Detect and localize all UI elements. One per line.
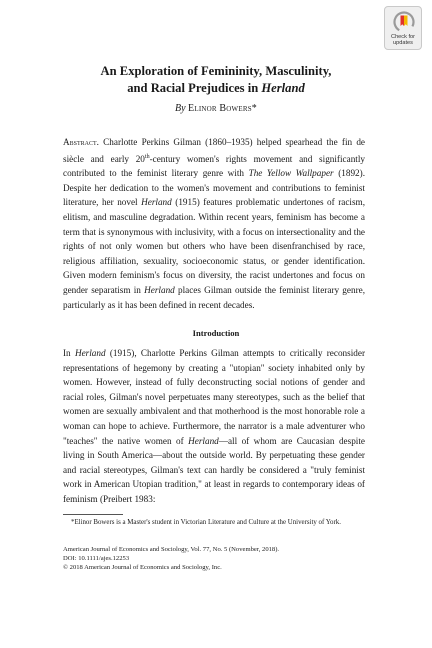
body-text: In <box>63 348 75 358</box>
abstract-italic: Herland <box>141 197 172 208</box>
title-line-2: and Racial Prejudices in <box>127 81 262 95</box>
abstract-text: -century women's rights movement and significantly contributed to the feminist literary genre with <box>63 153 365 179</box>
journal-info <box>63 545 365 573</box>
article-title <box>40 63 392 97</box>
abstract-text: places Gilman outside the feminist literary genre, particularly as it has been defined in recent decades. <box>63 285 365 310</box>
byline-prefix: By <box>174 103 186 114</box>
footnote-rule <box>63 514 123 515</box>
abstract-text: Charlotte Perkins Gilman (1860–1935) helped spearhead the fin de siècle and early 20 <box>63 137 365 164</box>
author-name: Elinor Bowers* <box>188 103 257 114</box>
footnote-text: *Elinor Bowers is a Master's student in Victorian Literature and Culture at the University of York. <box>71 519 341 526</box>
byline <box>40 103 392 114</box>
abstract-italic: Herland <box>144 285 175 295</box>
journal-doi: DOI: 10.1111/ajes.12253 <box>63 555 130 563</box>
body-italic: Herland <box>74 348 106 358</box>
journal-copyright: © 2018 American Journal of Economics and Sociology, Inc. <box>63 564 222 572</box>
section-heading: Introduction <box>192 328 240 338</box>
title-line-1: An Exploration of Femininity, Masculinity, <box>100 64 332 78</box>
abstract-text: (1892). Despite her dedication to the women's movement and contributions to feminist literature, her novel <box>63 168 365 208</box>
body-italic: Herland <box>188 435 219 446</box>
check-for-updates-badge[interactable] <box>384 6 422 50</box>
body-text: (1915), Charlotte Perkins Gilman attempts to critically reconsider representations of hegemony by creating a "utopian" society inhabited only by women. However, instead of fully deconstructing social notions of gender and racial roles, Gilman's novel perpetuates many stereotypes, such as the belief that women are sexually ambivalent and that motherhood is the most honorable role a woman can hope to achieve. Furthermore, the narrator is a male adventurer who "teaches" the native women of <box>63 348 366 446</box>
abstract-lead: Abstract. <box>63 137 99 147</box>
badge-label: Check for updates <box>391 34 415 47</box>
abstract <box>63 135 365 312</box>
crossmark-icon <box>393 11 415 33</box>
abstract-text: (1915) features problematic undertones of racism, elitism, and masculine degradation. Within recent years, feminism has become a term that is synonymous with inclusivity, with a focus on intersectionality and the rights of not only women but others who have been disenfranchised by race, religious affiliation, sexuality, socioeconomic status, or gender identification. Given modern feminism's focus on diversity, the racist undertones and focus on gender separatism in <box>63 197 365 295</box>
title-italic: Herland <box>261 81 305 95</box>
journal-citation: American Journal of Economics and Sociology, Vol. 77, No. 5 (November, 2018). <box>63 546 280 553</box>
introduction-paragraph <box>63 346 365 507</box>
abstract-italic: The Yellow Wallpaper <box>248 168 334 179</box>
abstract-superscript: th <box>144 153 150 160</box>
body-text: —all of whom are Caucasian despite living in South America—about the outside world. By perpetuating these gender and racial stereotypes, Gilman's text can hardly be considered a "truly feminist work in American Utopian tradition," at least in regards to contemporary ideas of feminism (Preibert 1983: <box>63 435 365 504</box>
author-footnote <box>63 518 365 528</box>
